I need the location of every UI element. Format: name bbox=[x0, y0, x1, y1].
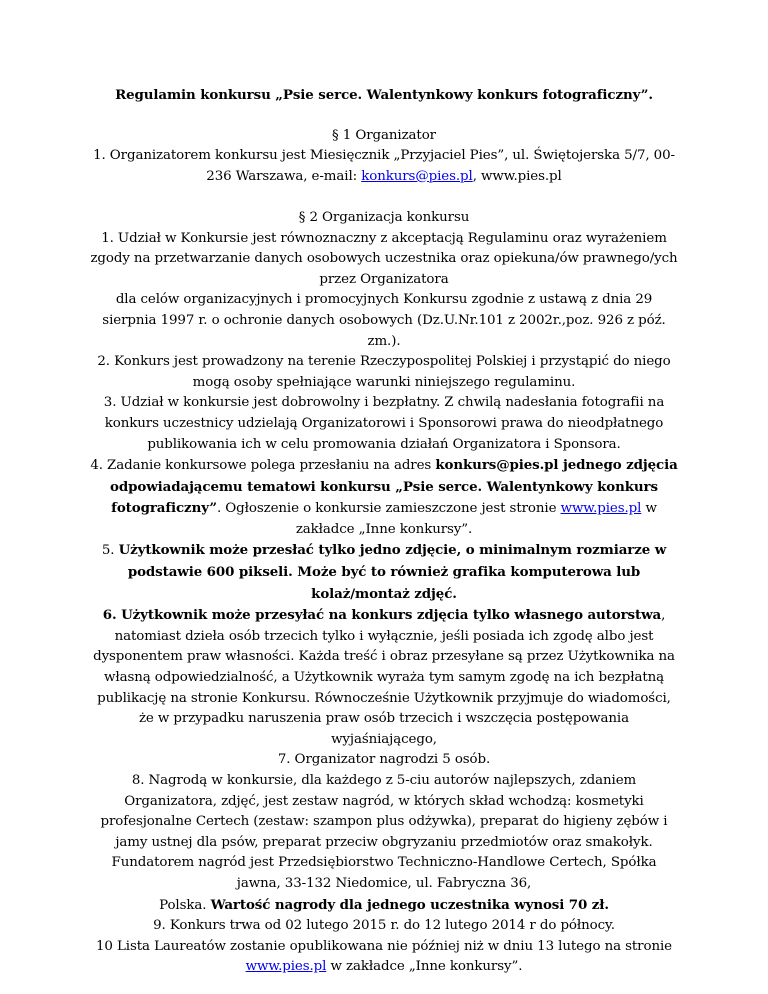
rule-8: 8. Nagrodą w konkursie, dla każdego z 5-ciu autorów najlepszych, zdaniem Organizatora, zdjęć, jest zestaw nagród, w których skład wchodzą: kosmetyki profesjonalne Certech (zestaw: szampon plus odżywka), preparat do higieny zębów i jamy ustnej dla psów, preparat przeciw obgryzaniu przedmiotów oraz smakołyk. Fundatorem nagród jest Przedsiębiorstwo Techniczno-Handlowe Certech, Spółka jawna, 33-132 Niedomice, ul. Fabryczna 36, bbox=[100, 773, 668, 891]
rule-5-bold: Użytkownik może przesłać tylko jedno zdjęcie, o minimalnym rozmiarze w podstawie 600 pikseli. Może być to również grafika komputerowa lub kolaż/montaż zdjęć. bbox=[118, 542, 667, 602]
section-organization bbox=[88, 208, 680, 978]
prize-value-bold: Wartość nagrody dla jednego uczestnika wynosi 70 zł. bbox=[210, 896, 609, 913]
rule-5-number: 5. bbox=[101, 543, 119, 559]
rule-10-text: 10 Lista Laureatów zostanie opublikowana nie później niż w dniu 13 lutego na stronie bbox=[96, 938, 672, 954]
rule-3: 3. Udział w konkursie jest dobrowolny i bezpłatny. Z chwilą nadesłania fotografii na konkurs uczestnicy udzielają Organizatorowi i Sponsorowi prawa do nieodpłatnego publikowania ich w celu promowania działań Organizatora i Sponsora. bbox=[103, 395, 665, 452]
organizer-text: 1. Organizatorem konkursu jest Miesięcznik „Przyjaciel Pies”, ul. Świętojerska 5/7, 00-236 Warszawa, e-mail: bbox=[93, 148, 675, 184]
rule-1: 1. Udział w Konkursie jest równoznaczny z akceptacją Regulaminu oraz wyrażeniem zgody na przetwarzanie danych osobowych uczestnika oraz opiekuna/ów prawnego/ych przez Organizatora bbox=[90, 230, 678, 287]
organizer-paragraph bbox=[88, 146, 680, 187]
rule-6-text: , natomiast dzieła osób trzecich tylko i wyłącznie, jeśli posiada ich zgodę albo jest dysponentem praw własności. Każda treść i obraz przesyłane są przez Użytkownika na własną odpowiedzialność, a Użytkownik wyraża tym samym zgodę na ich bezpłatną publikację na stronie Konkursu. Równocześnie Użytkownik przyjmuje do wiadomości, że w przypadku naruszenia praw osób trzecich i wszczęcia postępowania wyjaśniającego, bbox=[93, 608, 675, 747]
email-link[interactable]: konkurs@pies.pl bbox=[361, 168, 473, 184]
rule-2: 2. Konkurs jest prowadzony na terenie Rzeczypospolitej Polskiej i przystąpić do niego mogą osoby spełniające warunki niniejszego regulaminu. bbox=[97, 354, 671, 390]
rule-8-text: Polska. bbox=[159, 897, 211, 913]
rule-5 bbox=[88, 540, 680, 605]
website-link-2[interactable]: www.pies.pl bbox=[245, 959, 327, 975]
document-page bbox=[88, 0, 680, 978]
rule-4-text-b: . Ogłoszenie o konkursie zamieszczone jest stronie bbox=[216, 501, 561, 517]
rule-1-continued: dla celów organizacyjnych i promocyjnych Konkursu zgodnie z ustawą z dnia 29 sierpnia 1997 r. o ochronie danych osobowych (Dz.U.Nr.101 z 2002r.,poz. 926 z póź. zm.). bbox=[102, 292, 666, 349]
document-title: Regulamin konkursu „Psie serce. Walentynkowy konkurs fotograficzny”. bbox=[115, 87, 653, 103]
rule-6 bbox=[88, 605, 680, 750]
rule-7: 7. Organizator nagrodzi 5 osób. bbox=[277, 752, 491, 768]
rule-10 bbox=[88, 937, 680, 978]
section-organizer bbox=[88, 126, 680, 188]
rule-9: 9. Konkurs trwa od 02 lutego 2015 r. do 12 lutego 2014 r do północy. bbox=[153, 918, 615, 934]
rule-8-continued bbox=[88, 895, 680, 917]
rule-10-text-b: w zakładce „Inne konkursy”. bbox=[326, 959, 523, 975]
rule-4 bbox=[88, 455, 680, 540]
rule-6-bold: 6. Użytkownik może przesyłać na konkurs zdjęcia tylko własnego autorstwa bbox=[102, 607, 662, 624]
rule-4-text: 4. Zadanie konkursowe polega przesłaniu na adres bbox=[90, 458, 436, 474]
section-heading-organizer: § 1 Organizator bbox=[332, 127, 436, 143]
section-heading-organization: § 2 Organizacja konkursu bbox=[298, 209, 470, 225]
website-link[interactable]: www.pies.pl bbox=[560, 501, 642, 517]
organizer-text-end: , www.pies.pl bbox=[472, 168, 562, 184]
rule-4-text-c: w zakładce „Inne konkursy”. bbox=[295, 501, 657, 537]
rule-4-bold: konkurs@pies.pl jednego zdjęcia odpowiadającemu tematowi konkursu „Psie serce. Walentynkowy konkurs fotograficzny” bbox=[110, 457, 678, 517]
